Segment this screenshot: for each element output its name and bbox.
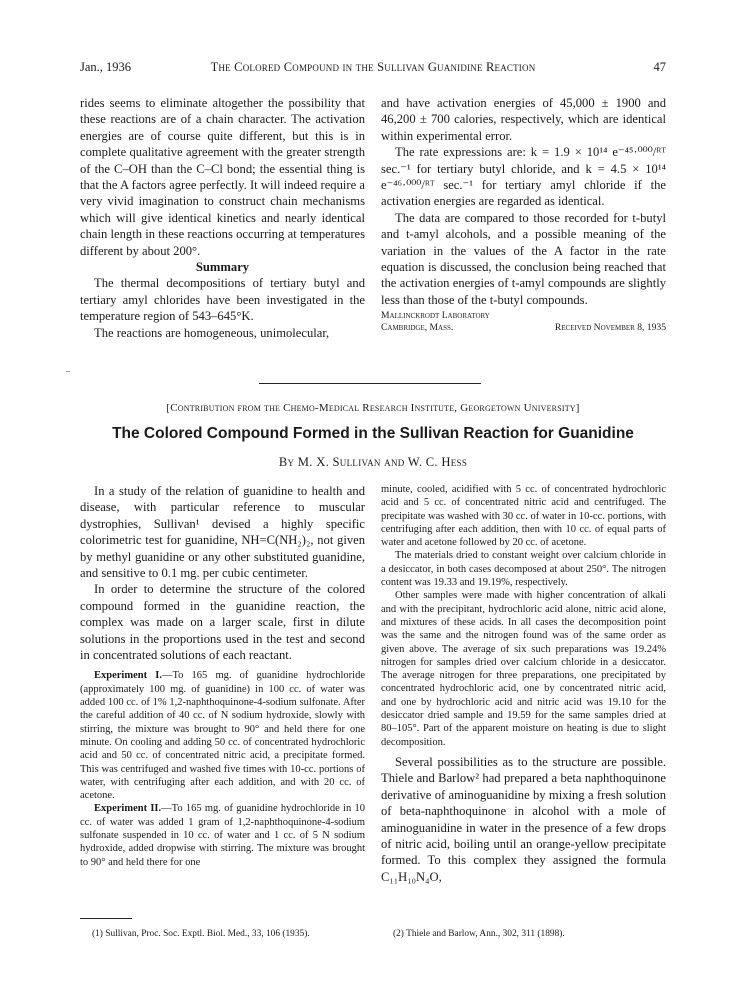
experiment-text: —To 165 mg. of guanidine hydrochloride (approximately 100 mg. of guanidine) in 100 cc. of water was added 100 cc. of 1% 1,2-naphthoquinone-4-sodium sulfonate. After the careful addition of 40 cc. of N sodium hydroxide, slowly with stirring, the mixture was brought to 90° and held there for one minute. On cooling and adding 50 cc. of concentrated hydrochloric acid and 50 cc. of concentrated nitric acid, a precipitate formed. This was centrifuged and washed five times with 10-cc. portions of water, with centrifuging after each addition, and with 20 cc. of acetone.	[80, 670, 365, 802]
experiment-paragraph	[80, 669, 365, 802]
running-header	[80, 60, 666, 80]
rate-expressions-paragraph: The rate expressions are: k = 1.9 × 10¹⁴ e⁻⁴⁵·⁰⁰⁰/ᴿᵀ sec.⁻¹ for tertiary butyl chloride, and k = 4.5 × 10¹⁴ e⁻⁴⁶·⁰⁰⁰/ᴿᵀ sec.⁻¹ for tertiary amyl chloride if the activation energies are regarded as identical.	[381, 145, 666, 209]
summary-paragraph: The reactions are homogeneous, unimolecular,	[94, 325, 330, 340]
prev-article-column-left	[80, 95, 365, 341]
experiment-paragraph	[80, 802, 365, 868]
footnote: (1) Sullivan, Proc. Soc. Exptl. Biol. Med., 33, 106 (1935).	[92, 929, 310, 939]
header-running-title: The Colored Compound in the Sullivan Guanidine Reaction	[210, 60, 536, 74]
article-authors: By M. X. Sullivan and W. C. Hess	[278, 455, 468, 469]
prev-article-paragraph: The data are compared to those recorded for t-butyl and t-amyl alcohols, and a possible meaning of the variation in the values of the A factor in the rate equation is discussed, the conclusion being reached that the activation energies of t-amyl compounds are slightly less than those of the t-butyl compounds.	[381, 210, 666, 307]
experiment-label: Experiment I.	[94, 670, 162, 682]
article-separator-rule	[259, 383, 481, 384]
summary-heading: Summary	[195, 260, 250, 275]
contribution-line: [Contribution from the Chemo-Medical Research Institute, Georgetown University]	[166, 402, 580, 414]
experiment-label: Experiment II.	[94, 803, 162, 815]
summary-paragraph: The thermal decompositions of tertiary butyl and tertiary amyl chlorides have been investigated in the temperature region of 543–645°K.	[80, 276, 365, 324]
affiliation-line: Mallinckrodt Laboratory	[381, 310, 490, 322]
received-date: Received November 8, 1935	[554, 322, 666, 334]
article-column-right	[381, 483, 666, 885]
header-page-number: 47	[653, 60, 666, 74]
body-paragraph: In a study of the relation of guanidine to health and disease, with particular reference to muscular dystrophies, Sullivan¹ devised a highly specific colorimetric test for guanidine, NH=C(NH₂)₂, not given by methyl guanidine or any other substituted guanidine, and sensitive to 0.1 mg. per cubic centimeter.	[80, 484, 365, 581]
experiment-text: —To 165 mg. of guanidine hydrochloride in 10 cc. of water was added 1 gram of 1,2-naphthoquinone-4-sodium sulfonate suspended in 10 cc. of water and 1 cc. of 5 N sodium hydroxide, added dropwise with stirring. The mixture was brought to 90° and held there for one	[80, 803, 365, 868]
margin-mark	[66, 371, 70, 372]
header-date: Jan., 1936	[80, 60, 132, 74]
prev-article-paragraph: and have activation energies of 45,000 ± 1900 and 46,200 ± 700 calories, respectively, which are identical within experimental error.	[381, 96, 666, 143]
body-paragraph: Several possibilities as to the structure are possible. Thiele and Barlow² had prepared a beta naphthoquinone derivative of aminoguanidine by mixing a fresh solution of beta-naphthoquinone in alcohol with a mole of aminoguanidine in water in the presence of a few drops of nitric acid, boiling until an orange-yellow precipitate formed. To this complex they assigned the formula C₁₁H₁₀N₄O,	[381, 754, 666, 884]
prev-article-column-right	[381, 95, 666, 334]
experiment-paragraph: Other samples were made with higher concentration of alkali and with the precipitant, hydrochloric acid alone, nitric acid alone, and mixtures of these acids. In all cases the decomposition point was the same and the nitrogen found was of the same order as given above. The average of six such preparations was 19.24% nitrogen for samples dried over calcium chloride in a desiccator. The average nitrogen for three preparations, one precipitated by concentrated hydrochloric acid, one by concentrated nitric acid, and one by hydrochloric acid and nitric acid was 19.10 for the desiccator dried sample and 19.59 for the same samples dried at 80–105°. Part of the apparent moisture on heating is due to slight decomposition.	[381, 590, 666, 748]
prev-article-paragraph: rides seems to eliminate altogether the possibility that these reactions are of a chain character. The activation energies are of course quite different, but this is in complete qualitative agreement with the greater strength of the C–OH than the C–Cl bond; the essential thing is that the A factors agree perfectly. It will indeed require a very vivid imagination to construct chain mechanisms which will give identical kinetics and nearly identical chain length in these reactions occurring at temperatures different by about 200°.	[80, 96, 365, 258]
article-title: The Colored Compound Formed in the Sullivan Reaction for Guanidine	[112, 425, 634, 442]
affiliation	[381, 310, 666, 334]
experiment-paragraph: The materials dried to constant weight over calcium chloride in a desiccator, in both cases decomposed at about 250°. The nitrogen content was 19.33 and 19.19%, respectively.	[381, 550, 666, 589]
footnote: (2) Thiele and Barlow, Ann., 302, 311 (1898).	[393, 929, 565, 939]
affiliation-line: Cambridge, Mass.	[381, 322, 454, 334]
footnote-rule	[80, 918, 132, 919]
experiment-continued-paragraph: minute, cooled, acidified with 5 cc. of concentrated hydrochloric acid and 5 cc. of concentrated nitric acid and centrifuged. The precipitate was washed with 30 cc. of water in 10-cc. portions, with centrifuging after each addition, then with 10 cc. of equal parts of water and acetone followed by 20 cc. of acetone.	[381, 484, 666, 549]
article-column-left	[80, 483, 365, 869]
body-paragraph: In order to determine the structure of the colored compound formed in the guanidine reaction, the complex was made on a larger scale, first in dilute solutions in the proportions used in the test and second in concentrated solutions of each reactant.	[80, 582, 365, 663]
